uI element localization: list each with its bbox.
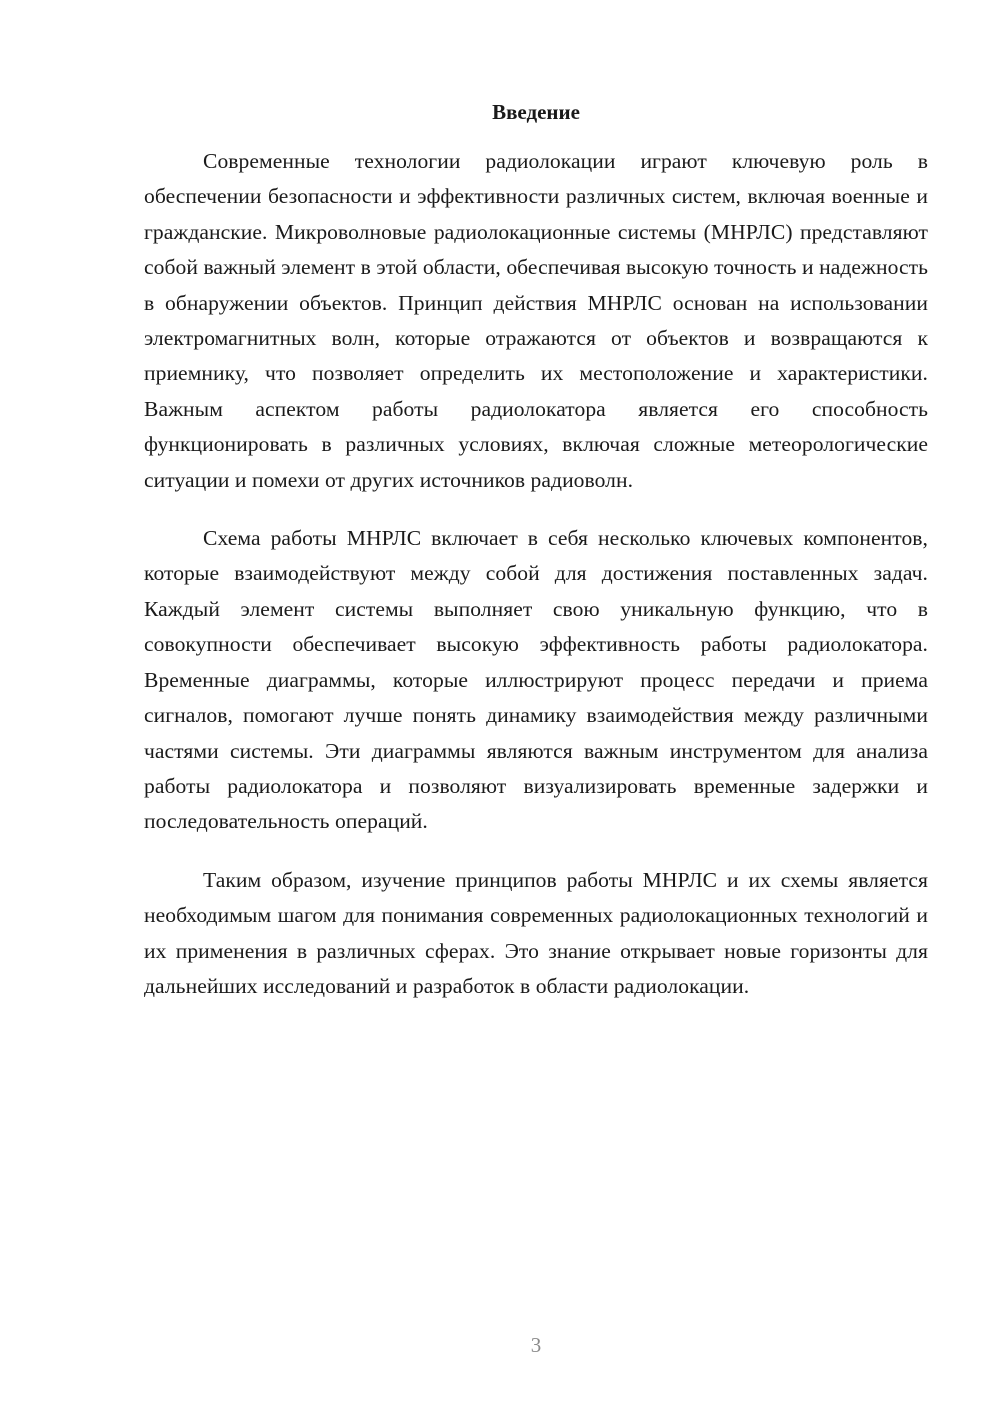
page-number: 3 <box>530 1333 542 1357</box>
page-title: Введение <box>492 100 580 124</box>
document-body <box>144 144 928 1027</box>
paragraph-3: Таким образом, изучение принципов работы МНРЛС и их схемы является необходимым шагом для понимания современных радиолокационных технологий и их применения в различных сферах. Это знание открывает новые горизонты для дальнейших исследований и разработок в области радиолокации. <box>144 867 928 998</box>
paragraph-2: Схема работы МНРЛС включает в себя несколько ключевых компонентов, которые взаимодействуют между собой для достижения поставленных задач. Каждый элемент системы выполняет свою уникальную функцию, что в совокупности обеспечивает высокую эффективность работы радиолокатора. Временные диаграммы, которые иллюстрируют процесс передачи и приема сигналов, помогают лучше понять динамику взаимодействия между различными частями системы. Эти диаграммы являются важным инструментом для анализа работы радиолокатора и позволяют визуализировать временные задержки и последовательность операций. <box>144 526 928 834</box>
paragraph-1: Современные технологии радиолокации играют ключевую роль в обеспечении безопасности и эффективности различных систем, включая военные и гражданские. Микроволновые радиолокационные системы (МНРЛС) представляют собой важный элемент в этой области, обеспечивая высокую точность и надежность в обнаружении объектов. Принцип действия МНРЛС основан на использовании электромагнитных волн, которые отражаются от объектов и возвращаются к приемнику, что позволяет определить их местоположение и характеристики. Важным аспектом работы радиолокатора является его способность функционировать в различных условиях, включая сложные метеорологические ситуации и помехи от других источников радиоволн. <box>144 149 928 492</box>
